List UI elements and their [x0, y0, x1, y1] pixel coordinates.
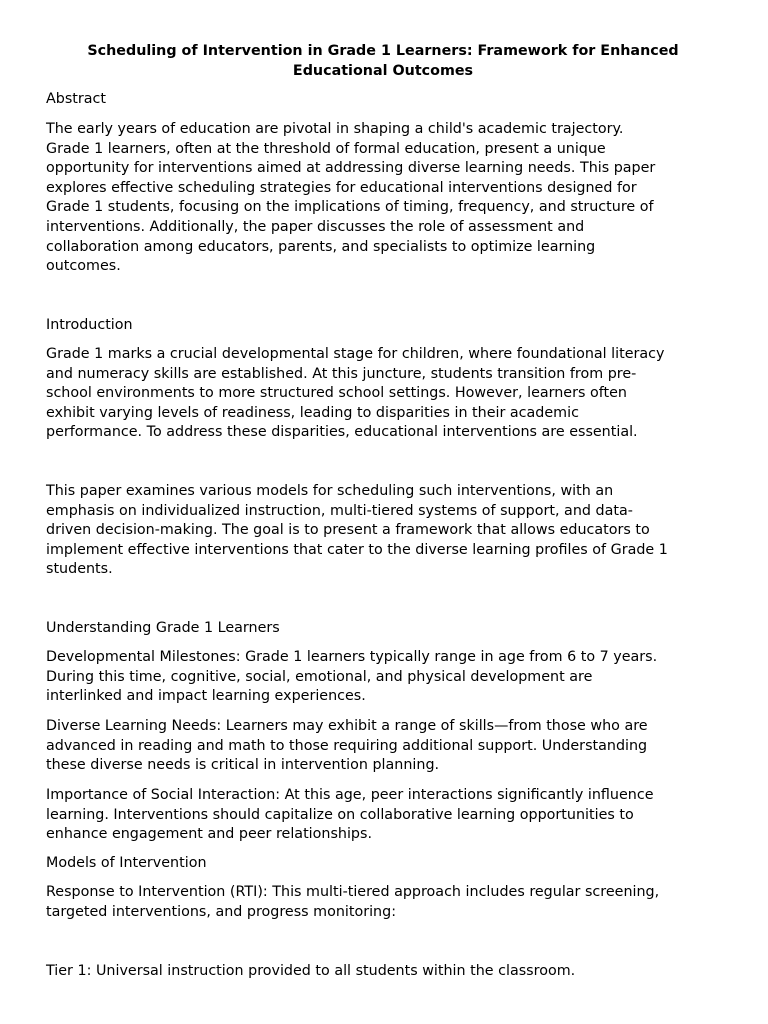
text-line: performance. To address these disparities, educational interventions are essential. — [46, 424, 638, 441]
text-line: enhance engagement and peer relationships. — [46, 826, 373, 843]
text-line: emphasis on individualized instruction, multi-tiered systems of support, and data- — [46, 502, 633, 519]
text-line: students. — [46, 561, 113, 578]
abstract-text — [46, 120, 722, 277]
text-line: exhibit varying levels of readiness, leading to disparities in their academic — [46, 404, 579, 421]
text-line: Tier 1: Universal instruction provided to all students within the classroom. — [46, 963, 576, 979]
text-line: During this time, cognitive, social, emotional, and physical development are — [46, 668, 593, 685]
text-line: and numeracy skills are established. At this juncture, students transition from pre- — [46, 365, 637, 382]
text-line: This paper examines various models for scheduling such interventions, with an — [46, 483, 614, 499]
title-line: Educational Outcomes — [292, 62, 474, 79]
text-line: Abstract — [46, 91, 107, 107]
text-line: school environments to more structured school settings. However, learners often — [46, 385, 627, 402]
diverse-learning-needs — [46, 717, 722, 776]
text-line: targeted interventions, and progress monitoring: — [46, 903, 397, 920]
social-interaction — [46, 786, 722, 845]
text-line: advanced in reading and math to those requiring additional support. Understanding — [46, 737, 648, 754]
introduction-heading — [46, 316, 722, 336]
understanding-heading — [46, 619, 722, 639]
models-heading — [46, 854, 722, 874]
text-line: Developmental Milestones: Grade 1 learners typically range in age from 6 to 7 years. — [46, 649, 658, 665]
text-line: Introduction — [46, 317, 133, 333]
text-line: Grade 1 students, focusing on the implications of timing, frequency, and structure of — [46, 199, 654, 216]
rti-text — [46, 883, 722, 922]
text-line: outcomes. — [46, 258, 121, 275]
text-line: Grade 1 marks a crucial developmental stage for children, where foundational literacy — [46, 346, 665, 362]
introduction-text-1 — [46, 345, 722, 443]
text-line: Grade 1 learners, often at the threshold of formal education, present a unique — [46, 140, 606, 157]
text-line: learning. Interventions should capitalize on collaborative learning opportunities to — [46, 806, 634, 823]
title-line: Scheduling of Intervention in Grade 1 Learners: Framework for Enhanced — [87, 43, 679, 59]
text-line: these diverse needs is critical in intervention planning. — [46, 757, 440, 774]
text-line: interventions. Additionally, the paper discusses the role of assessment and — [46, 218, 585, 235]
introduction-text-2 — [46, 482, 722, 580]
text-line: implement effective interventions that cater to the diverse learning profiles of Grade 1 — [46, 541, 668, 558]
abstract-heading — [46, 90, 722, 110]
text-line: Models of Intervention — [46, 855, 207, 871]
text-line: opportunity for interventions aimed at addressing diverse learning needs. This paper — [46, 160, 656, 177]
text-line: driven decision-making. The goal is to present a framework that allows educators to — [46, 522, 650, 539]
tier-1 — [46, 962, 722, 982]
text-line: Response to Intervention (RTI): This multi-tiered approach includes regular screening, — [46, 884, 660, 900]
document-title — [46, 42, 720, 81]
text-line: Importance of Social Interaction: At this age, peer interactions significantly influence — [46, 787, 654, 803]
text-line: collaboration among educators, parents, and specialists to optimize learning — [46, 238, 596, 255]
text-line: interlinked and impact learning experiences. — [46, 688, 366, 705]
text-line: The early years of education are pivotal in shaping a child's academic trajectory. — [46, 121, 624, 137]
developmental-milestones — [46, 648, 722, 707]
text-line: explores effective scheduling strategies for educational interventions designed for — [46, 179, 637, 196]
text-line: Understanding Grade 1 Learners — [46, 620, 280, 636]
text-line: Diverse Learning Needs: Learners may exhibit a range of skills—from those who are — [46, 718, 648, 734]
